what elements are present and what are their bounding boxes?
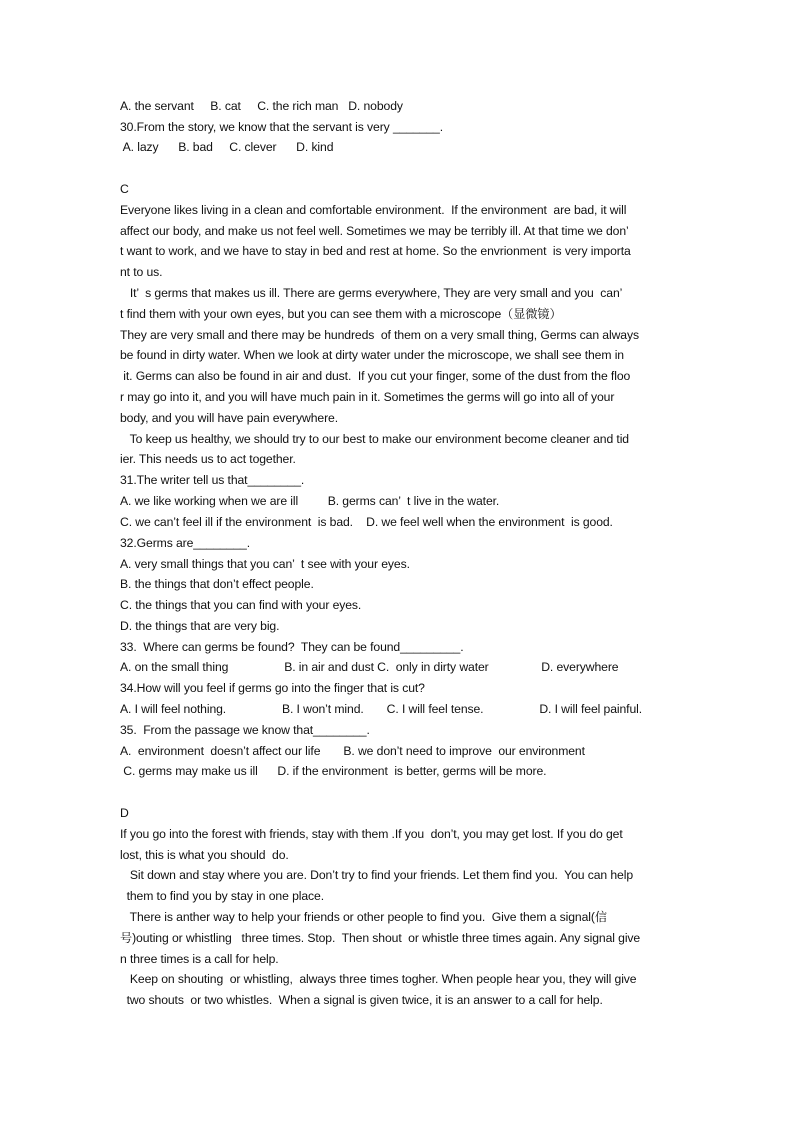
q34-question: 34.How will you feel if germs go into the finger that is cut? — [120, 681, 425, 695]
q32-option-d: D. the things that are very big. — [120, 619, 280, 633]
q31-options-cd: C. we can’t feel ill if the environment is bad. D. we feel well when the environment is good. — [120, 515, 613, 529]
passage-d-line: lost, this is what you should do. — [120, 848, 289, 862]
q35-options-cd: C. germs may make us ill D. if the environment is better, germs will be more. — [120, 764, 547, 778]
passage-c-line: t want to work, and we have to stay in bed and rest at home. So the envrionment is very importa — [120, 244, 631, 258]
q35-question: 35. From the passage we know that________. — [120, 723, 370, 737]
passage-d-line: There is anther way to help your friends or other people to find you. Give them a signal(信 — [120, 910, 607, 924]
passage-d-line: two shouts or two whistles. When a signal is given twice, it is an answer to a call for help. — [120, 993, 603, 1007]
section-c-heading: C — [120, 182, 129, 196]
passage-d-line: 号)outing or whistling three times. Stop. Then shout or whistle three times again. Any signal give — [120, 931, 641, 945]
passage-c-line: t find them with your own eyes, but you can see them with a microscope（显微镜） — [120, 307, 562, 321]
q33-options: A. on the small thing B. in air and dust C. only in dirty water D. everywhere — [120, 660, 619, 674]
passage-d-line: Sit down and stay where you are. Don’t try to find your friends. Let them find you. You can help — [120, 868, 634, 882]
passage-c-line: r may go into it, and you will have much pain in it. Sometimes the germs will go into all of your — [120, 390, 615, 404]
passage-d-line: them to find you by stay in one place. — [120, 889, 324, 903]
q32-question: 32.Germs are________. — [120, 536, 251, 550]
passage-c-line: To keep us healthy, we should try to our best to make our environment become cleaner and tid — [120, 432, 629, 446]
passage-c-line: be found in dirty water. When we look at dirty water under the microscope, we shall see them in — [120, 348, 624, 362]
passage-d-line: n three times is a call for help. — [120, 952, 279, 966]
passage-c-line: It’ s germs that makes us ill. There are germs everywhere, They are very small and you can’ — [120, 286, 623, 300]
q33-question: 33. Where can germs be found? They can be found_________. — [120, 640, 464, 654]
passage-c-line: They are very small and there may be hundreds of them on a very small thing, Germs can always — [120, 328, 639, 342]
passage-c-line: it. Germs can also be found in air and dust. If you cut your finger, some of the dust from the floo — [120, 369, 631, 383]
q30-options: A. lazy B. bad C. clever D. kind — [120, 140, 334, 154]
passage-c-line: Everyone likes living in a clean and comfortable environment. If the environment are bad, it will — [120, 203, 627, 217]
passage-c-line: nt to us. — [120, 265, 163, 279]
passage-c-line: ier. This needs us to act together. — [120, 452, 296, 466]
q35-options-ab: A. environment doesn’t affect our life B. we don’t need to improve our environment — [120, 744, 585, 758]
q31-question: 31.The writer tell us that________. — [120, 473, 305, 487]
q34-options: A. I will feel nothing. B. I won’t mind. C. I will feel tense. D. I will feel painful. — [120, 702, 643, 716]
passage-c-line: affect our body, and make us not feel well. Sometimes we may be terribly ill. At that time we don’ — [120, 224, 629, 238]
q32-option-c: C. the things that you can find with your eyes. — [120, 598, 362, 612]
q32-option-a: A. very small things that you can’ t see with your eyes. — [120, 557, 410, 571]
passage-d-line: If you go into the forest with friends, stay with them .If you don’t, you may get lost. If you do get — [120, 827, 623, 841]
q29-options: A. the servant B. cat C. the rich man D. nobody — [120, 99, 403, 113]
passage-d-line: Keep on shouting or whistling, always three times togher. When people hear you, they will give — [120, 972, 637, 986]
q30-question: 30.From the story, we know that the servant is very _______. — [120, 120, 443, 134]
q31-options-ab: A. we like working when we are ill B. germs can’ t live in the water. — [120, 494, 500, 508]
q32-option-b: B. the things that don’t effect people. — [120, 577, 314, 591]
passage-c-line: body, and you will have pain everywhere. — [120, 411, 338, 425]
section-d-heading: D — [120, 806, 129, 820]
